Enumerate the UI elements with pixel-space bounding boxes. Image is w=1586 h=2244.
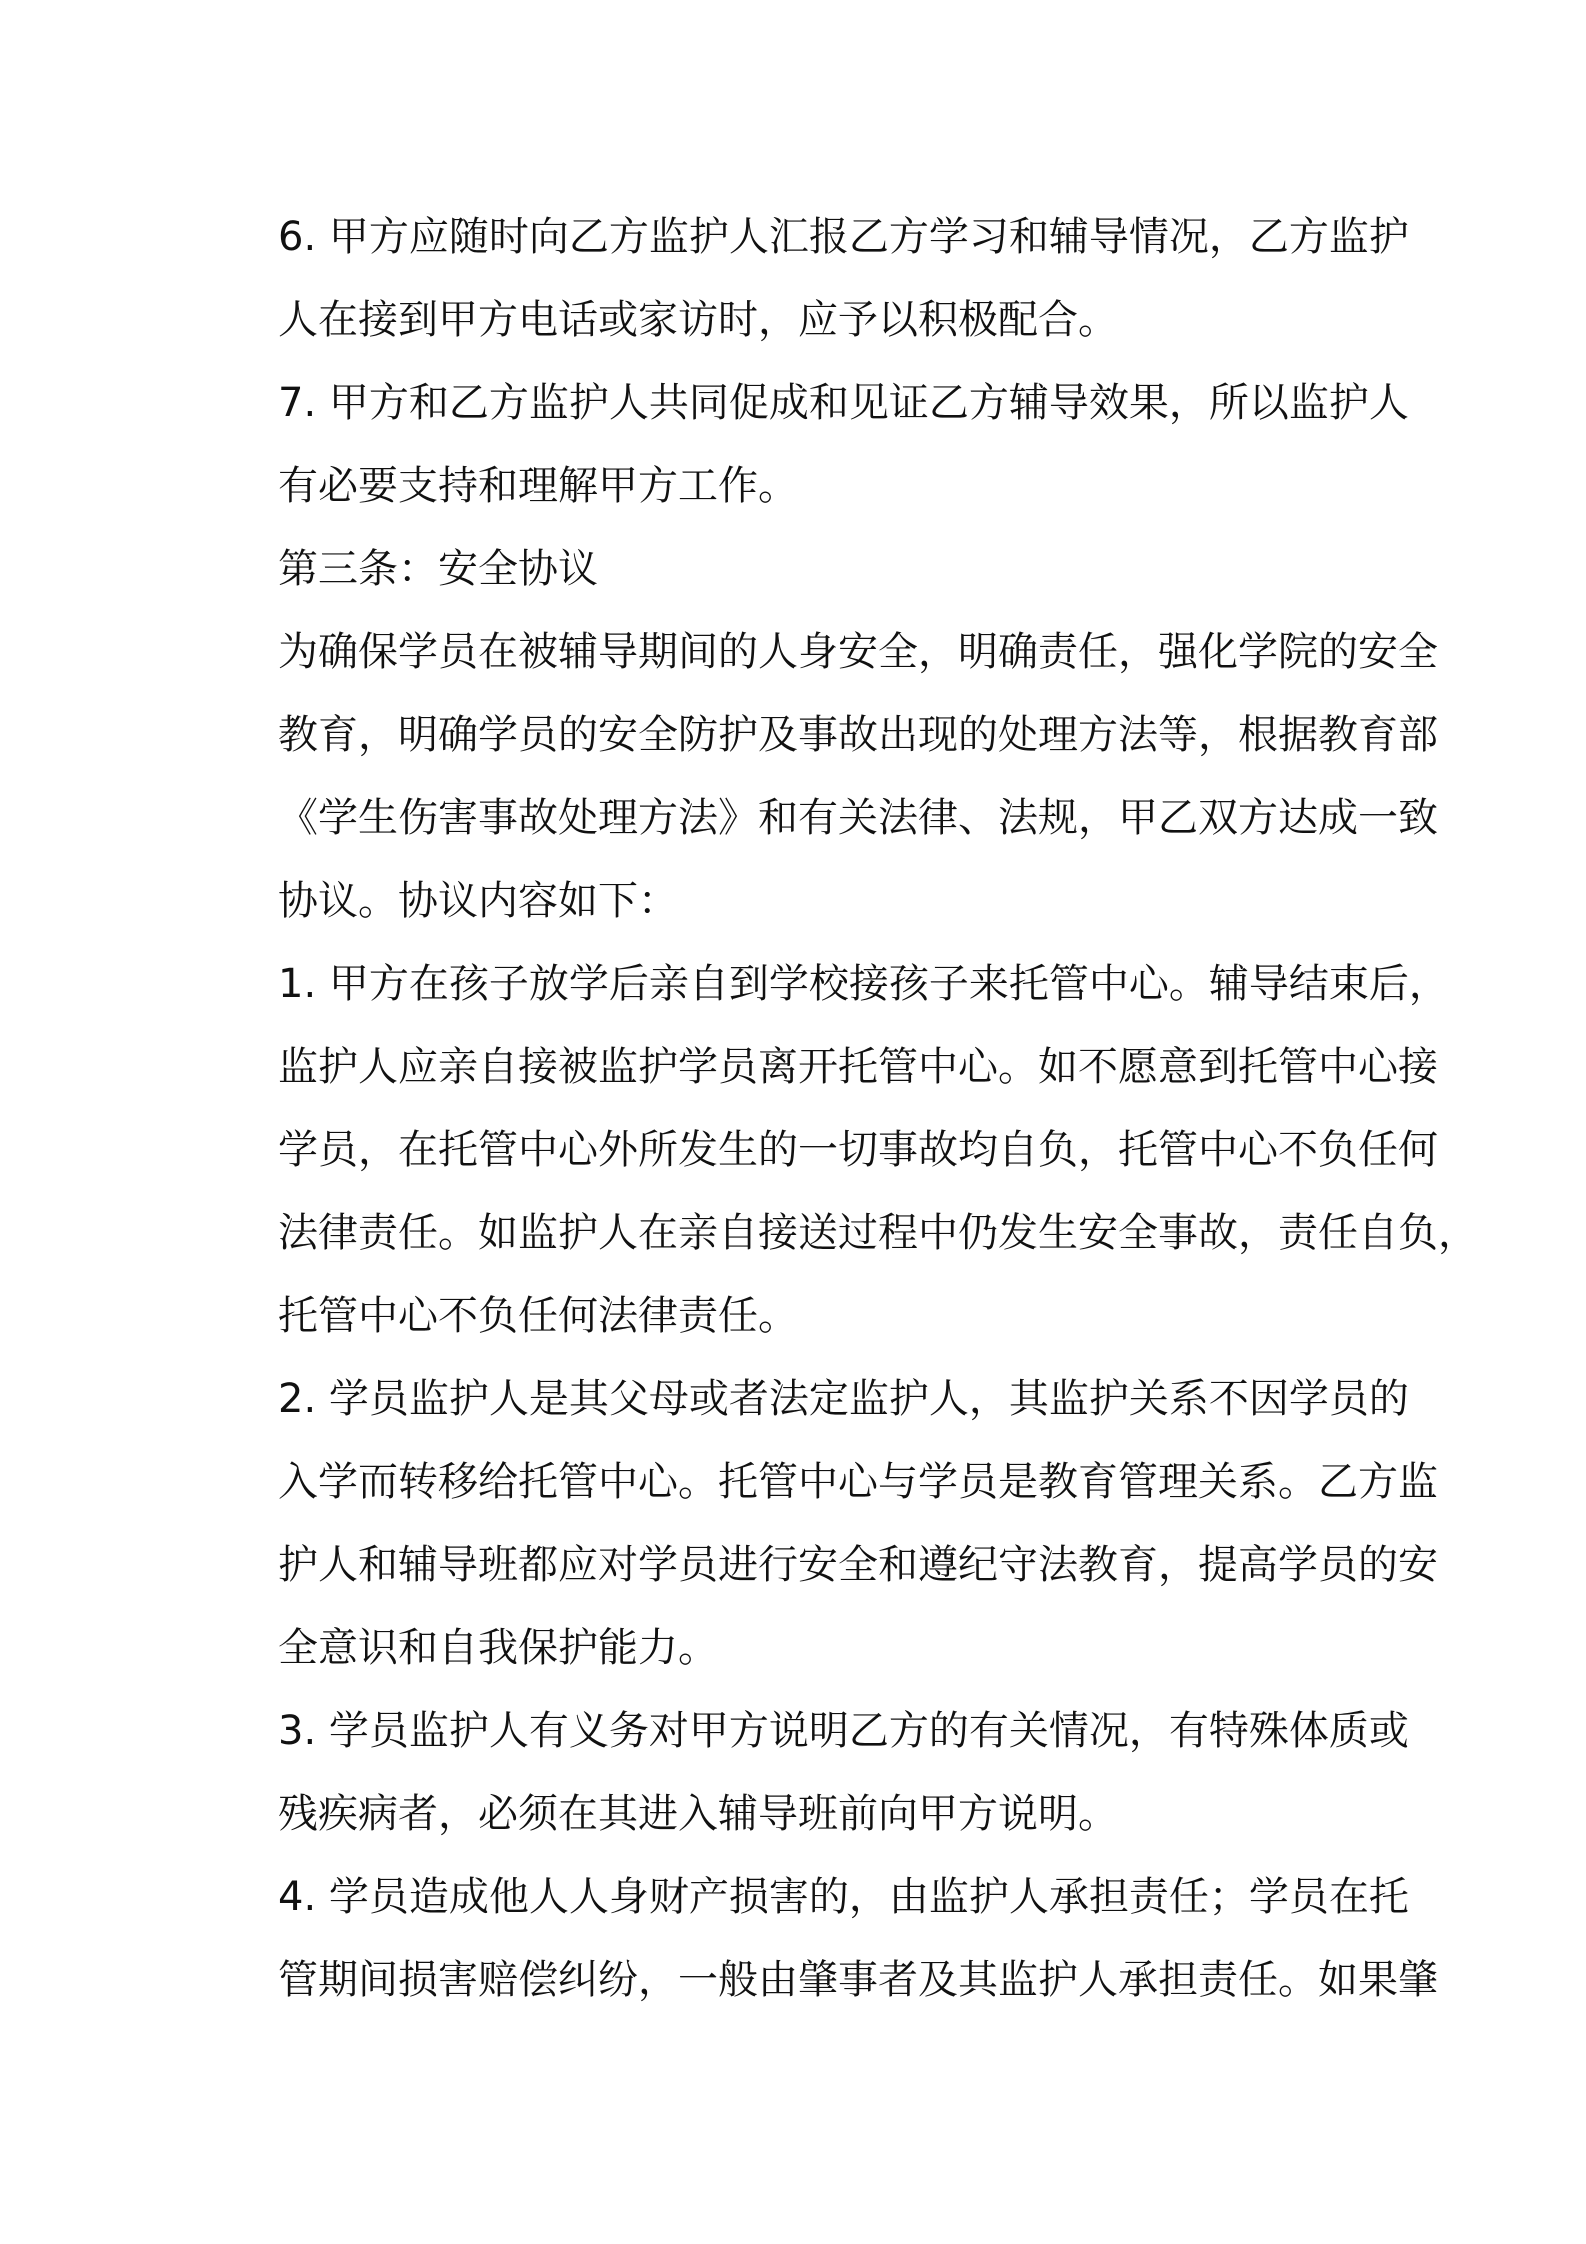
text-line: 托管中心不负任何法律责任。 xyxy=(278,1293,798,1339)
document-body xyxy=(278,196,1478,2022)
text-line: 4. 学员造成他人人身财产损害的，由监护人承担责任；学员在托 xyxy=(278,1874,1409,1920)
text-line: 6. 甲方应随时向乙方监护人汇报乙方学习和辅导情况，乙方监护 xyxy=(278,214,1409,260)
text-line: 护人和辅导班都应对学员进行安全和遵纪守法教育，提高学员的安 xyxy=(278,1542,1438,1588)
text-line: 残疾病者，必须在其进入辅导班前向甲方说明。 xyxy=(278,1791,1118,1837)
text-line: 为确保学员在被辅导期间的人身安全，明确责任，强化学院的安全 xyxy=(278,629,1438,675)
text-line: 《学生伤害事故处理方法》和有关法律、法规，甲乙双方达成一致 xyxy=(278,795,1438,841)
text-line: 管期间损害赔偿纠纷，一般由肇事者及其监护人承担责任。如果肇 xyxy=(278,1957,1438,2003)
text-line: 7. 甲方和乙方监护人共同促成和见证乙方辅导效果，所以监护人 xyxy=(278,380,1409,426)
text-line: 2. 学员监护人是其父母或者法定监护人，其监护关系不因学员的 xyxy=(278,1376,1409,1422)
text-line: 协议。协议内容如下： xyxy=(278,878,678,924)
text-line: 法律责任。如监护人在亲自接送过程中仍发生安全事故，责任自负， xyxy=(278,1210,1478,1256)
text-line: 有必要支持和理解甲方工作。 xyxy=(278,463,798,509)
section-heading: 第三条：安全协议 xyxy=(278,546,598,592)
text-line: 监护人应亲自接被监护学员离开托管中心。如不愿意到托管中心接 xyxy=(278,1044,1438,1090)
text-line: 入学而转移给托管中心。托管中心与学员是教育管理关系。乙方监 xyxy=(278,1459,1438,1505)
text-line: 教育，明确学员的安全防护及事故出现的处理方法等，根据教育部 xyxy=(278,712,1438,758)
text-line: 人在接到甲方电话或家访时，应予以积极配合。 xyxy=(278,297,1118,343)
text-line: 3. 学员监护人有义务对甲方说明乙方的有关情况，有特殊体质或 xyxy=(278,1708,1409,1754)
text-line: 学员，在托管中心外所发生的一切事故均自负，托管中心不负任何 xyxy=(278,1127,1438,1173)
text-line: 1. 甲方在孩子放学后亲自到学校接孩子来托管中心。辅导结束后， xyxy=(278,961,1449,1007)
text-line: 全意识和自我保护能力。 xyxy=(278,1625,718,1671)
